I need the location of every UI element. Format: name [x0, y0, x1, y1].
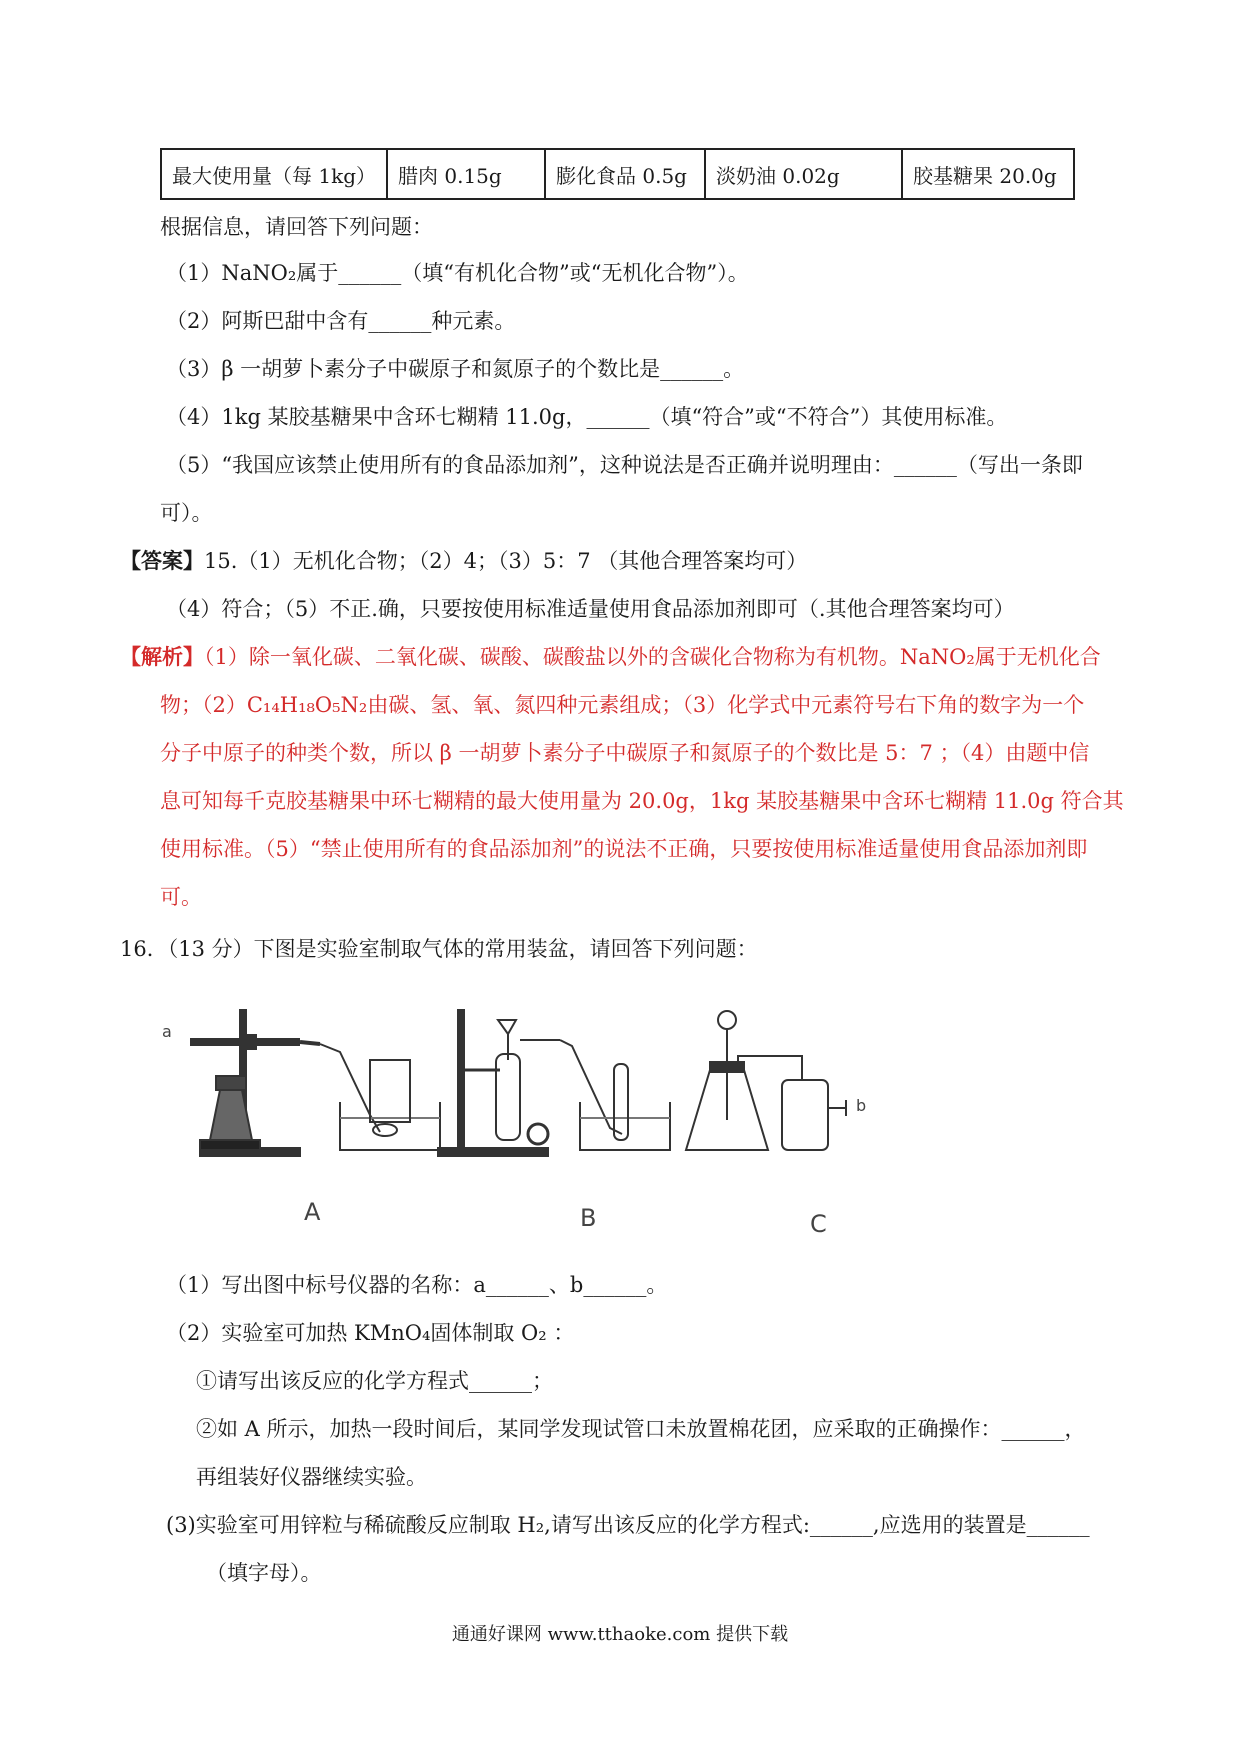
table-cell: 腊肉 0.15g: [387, 149, 545, 199]
apparatus-figure: [162, 1000, 940, 1238]
max-usage-table: [160, 148, 1075, 200]
q15-part3: （3）β 一胡萝卜素分子中碳原子和氮原子的个数比是______。: [166, 357, 745, 381]
apparatus-a: [190, 1010, 440, 1156]
apparatus-c: [686, 1011, 846, 1150]
analysis-line-4: 息可知每千克胶基糖果中环七糊精的最大使用量为 20.0g，1kg 某胶基糖果中含环七糊精 11.0g 符合其: [160, 789, 1124, 813]
analysis-line-1: [120, 642, 1101, 672]
label-apparatus-c: C: [810, 1210, 827, 1238]
table-cell: 淡奶油 0.02g: [705, 149, 902, 199]
q15-part5-cont: 可）。: [160, 501, 213, 525]
q16-part2-b: ②如 A 所示，加热一段时间后，某同学发现试管口未放置棉花团，应采取的正确操作：______，: [196, 1417, 1086, 1441]
q15-intro: 根据信息，请回答下列问题：: [160, 215, 433, 239]
label-b-instrument: b: [856, 1096, 867, 1115]
label-apparatus-a: A: [304, 1198, 321, 1226]
apparatus-drawing: [170, 1000, 940, 1230]
analysis-line-3: 分子中原子的种类个数，所以 β 一胡萝卜素分子中碳原子和氮原子的个数比是 5：7 ；（4）由题中信: [160, 741, 1090, 765]
analysis-tag: 【解析】: [120, 644, 204, 669]
q16-title: 16．（13 分）下图是实验室制取气体的常用装盆，请回答下列问题：: [120, 937, 758, 961]
q16-part2-c: 再组装好仪器继续实验。: [196, 1465, 427, 1489]
table-row: [161, 149, 1074, 199]
q16-part3-cont: （填字母）。: [206, 1561, 322, 1585]
table-cell: 胶基糖果 20.0g: [902, 149, 1074, 199]
analysis-line-5: 使用标准。（5）“禁止使用所有的食品添加剂”的说法不正确，只要按使用标准适量使用食品添加剂即: [160, 837, 1088, 861]
answer-tag: 【答案】: [120, 548, 204, 573]
q16-part3: (3)实验室可用锌粒与稀硫酸反应制取 H₂,请写出该反应的化学方程式:______,应选用的装置是______: [166, 1513, 1090, 1537]
apparatus-b: [438, 1010, 670, 1156]
q15-part2: （2）阿斯巴甜中含有______种元素。: [166, 309, 516, 333]
answer-text-1: 15.（1）无机化合物；（2）4；（3）5：7 （其他合理答案均可）: [204, 549, 808, 573]
label-apparatus-b: B: [580, 1204, 597, 1232]
q15-part5: （5）“我国应该禁止使用所有的食品添加剂”，这种说法是否正确并说明理由：______（写出一条即: [166, 453, 1083, 477]
q16-part1: （1）写出图中标号仪器的名称：a______、b______。: [166, 1273, 668, 1297]
analysis-text-1: （1）除一氧化碳、二氧化碳、碳酸、碳酸盐以外的含碳化合物称为有机物。NaNO₂属于无机化合: [204, 645, 1101, 669]
label-a-instrument: a: [162, 1022, 172, 1041]
table-cell: 膨化食品 0.5g: [545, 149, 705, 199]
answer-line-1: [120, 546, 807, 576]
q15-part1: （1）NaNO₂属于______（填“有机化合物”或“无机化合物”）。: [166, 261, 749, 285]
analysis-line-2: 物；（2）C₁₄H₁₈O₅N₂由碳、氢、氧、氮四种元素组成；（3）化学式中元素符号右下角的数字为一个: [160, 693, 1085, 717]
page-footer: 通通好课网 www.tthaoke.com 提供下载: [451, 1624, 789, 1645]
q16-part2: （2）实验室可加热 KMnO₄固体制取 O₂ ：: [166, 1321, 575, 1345]
analysis-line-6: 可。: [160, 885, 202, 909]
table-cell-header: 最大使用量（每 1kg）: [161, 149, 387, 199]
q15-part4: （4）1kg 某胶基糖果中含环七糊精 11.0g，______（填“符合”或“不符合”）其使用标准。: [166, 405, 1008, 429]
answer-line-2: （4）符合；（5）不正.确，只要按使用标准适量使用食品添加剂即可（.其他合理答案均可）: [166, 597, 1015, 621]
q16-part2-a: ①请写出该反应的化学方程式______；: [196, 1369, 553, 1393]
